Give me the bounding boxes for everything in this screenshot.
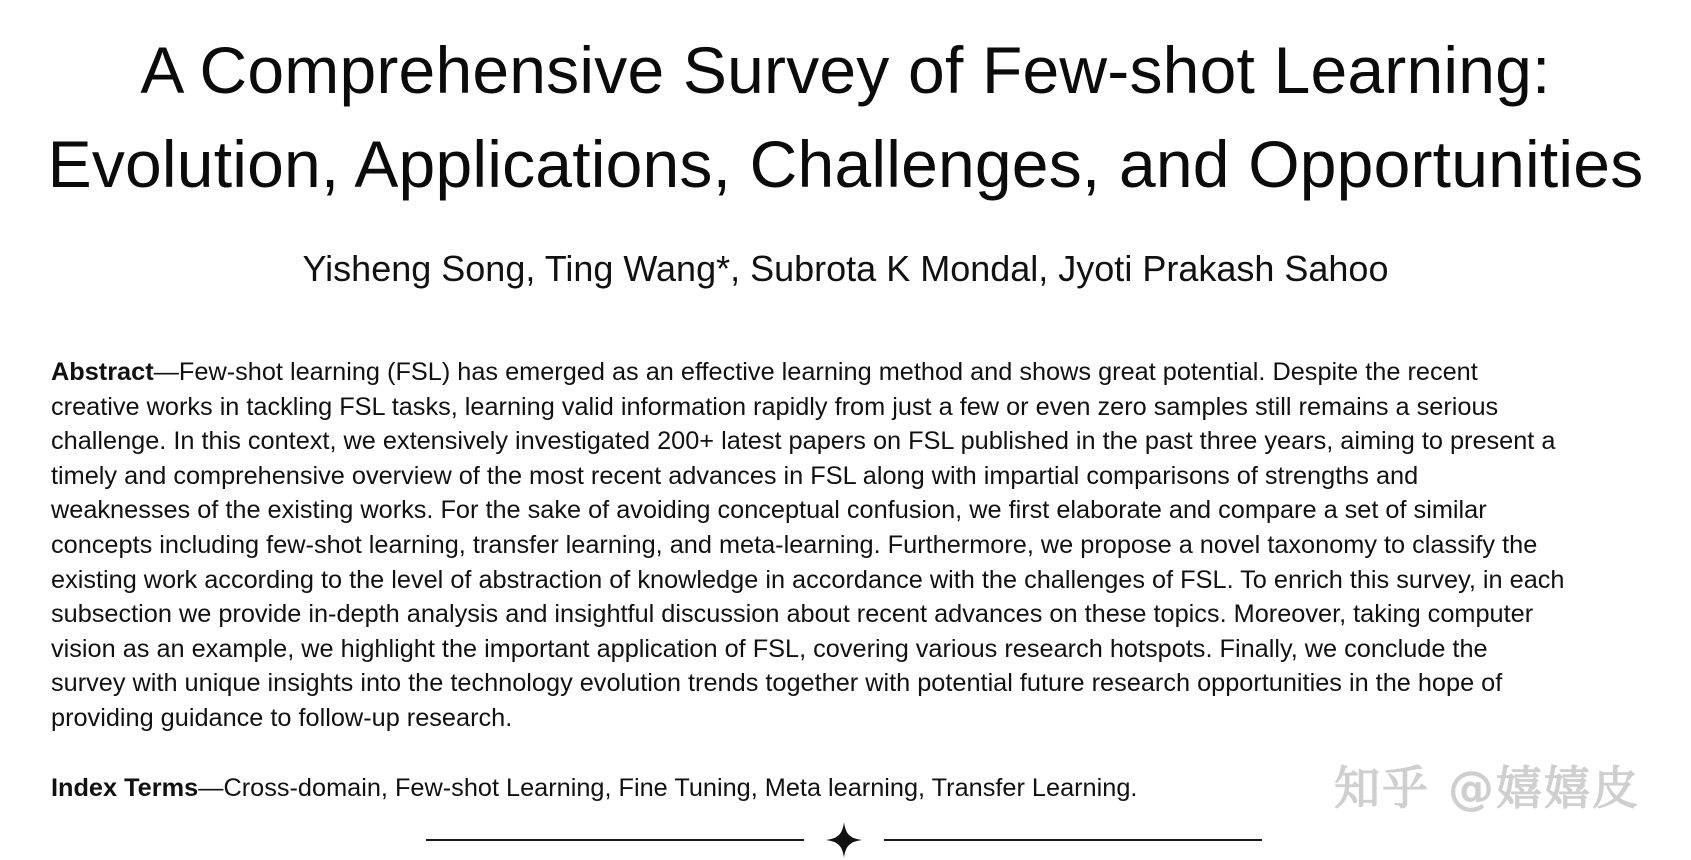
- abstract-line-8: subsection we provide in-depth analysis and insightful discussion about recent advances on these topics. Moreover, taking computer: [51, 600, 1534, 629]
- index-terms: [51, 771, 1137, 805]
- abstract-line-4: timely and comprehensive overview of the most recent advances in FSL along with impartial comparisons of strengths and: [51, 461, 1419, 490]
- divider-right: [884, 839, 1262, 841]
- abstract-line-2: creative works in tackling FSL tasks, learning valid information rapidly from just a few or even zero samples still remains a serious: [51, 392, 1499, 421]
- abstract-heading: Abstract: [51, 358, 154, 386]
- abstract-line-5: weaknesses of the existing works. For the sake of avoiding conceptual confusion, we first elaborate and compare a set of similar: [51, 496, 1487, 525]
- index-terms-heading: Index Terms: [51, 774, 199, 802]
- abstract-line-9: vision as an example, we highlight the important application of FSL, covering various research hotspots. Finally, we conclude the: [51, 634, 1488, 663]
- abstract-text: —Few-shot learning (FSL) has emerged as an effective learning method and shows great potential. Despite the recent: [153, 358, 1478, 386]
- abstract-line-11: providing guidance to follow-up research.: [51, 703, 513, 732]
- divider-left: [426, 839, 804, 841]
- paper-title-line-2: Evolution, Applications, Challenges, and Opportunities: [47, 127, 1644, 201]
- paper-title-line-1: A Comprehensive Survey of Few-shot Learning:: [140, 33, 1551, 107]
- abstract-line-3: challenge. In this context, we extensively investigated 200+ latest papers on FSL published in the past three years, aiming to present a: [51, 427, 1556, 456]
- abstract-line-7: existing work according to the level of abstraction of knowledge in accordance with the challenges of FSL. To enrich this survey, in each: [51, 565, 1565, 594]
- abstract-line-1: [51, 355, 1661, 390]
- abstract-line-6: concepts including few-shot learning, transfer learning, and meta-learning. Furthermore, we propose a novel taxonomy to classify the: [51, 530, 1538, 559]
- index-terms-text: —Cross-domain, Few-shot Learning, Fine Tuning, Meta learning, Transfer Learning.: [198, 774, 1138, 802]
- author-list: Yisheng Song, Ting Wang*, Subrota K Mondal, Jyoti Prakash Sahoo: [302, 248, 1389, 289]
- four-point-star-icon: [824, 820, 864, 860]
- abstract-line-10: survey with unique insights into the technology evolution trends together with potential future research opportunities in the hope of: [51, 669, 1503, 698]
- watermark: 知乎 @嬉嬉皮: [1334, 761, 1641, 815]
- abstract-block: [51, 355, 1661, 736]
